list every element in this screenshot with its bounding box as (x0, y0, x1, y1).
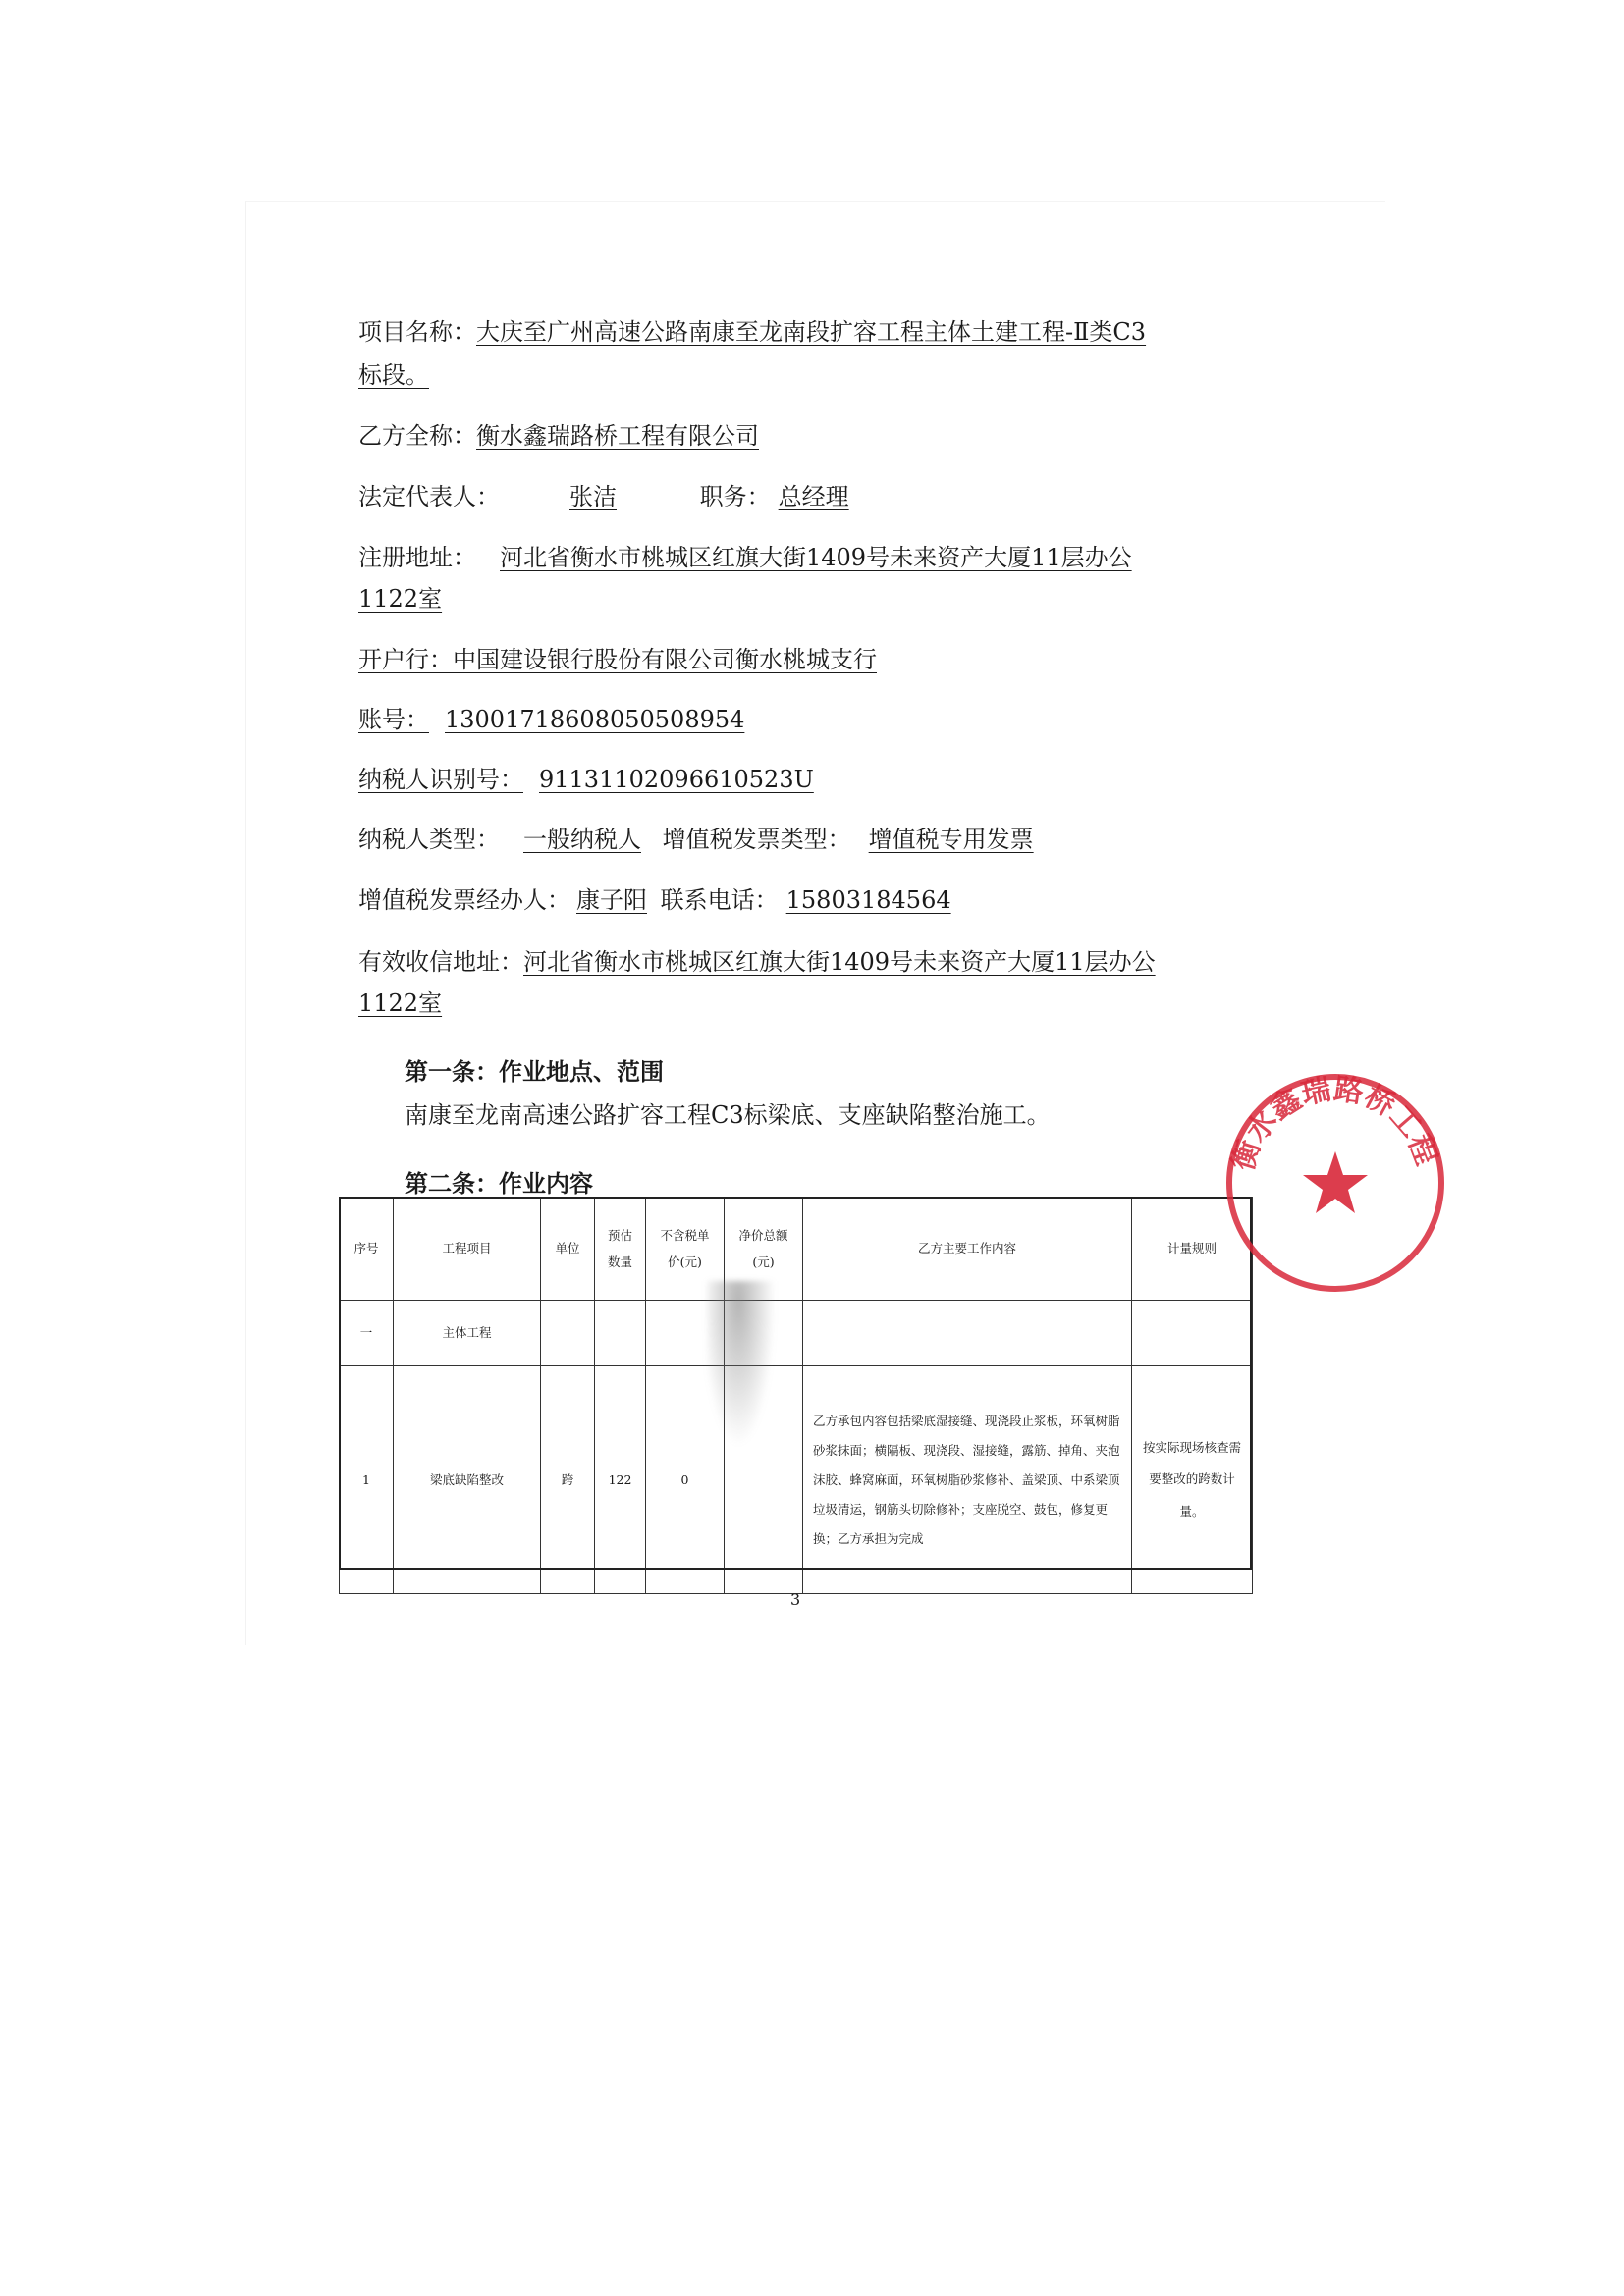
header-qty-line-2: 数量 (607, 1255, 632, 1269)
seal-text: 衡水鑫瑞路桥工程 (1225, 1072, 1443, 1175)
invoice-type-label: 增值税发票类型： (662, 826, 851, 853)
phone-label: 联系电话： (660, 886, 779, 914)
header-price-line-2: 价(元) (668, 1255, 702, 1269)
project-value-cont: 标段。 (358, 361, 429, 389)
header-total-line-1: 净价总额 (738, 1227, 788, 1243)
section-item: 主体工程 (394, 1301, 541, 1366)
star-icon (1303, 1151, 1368, 1213)
position-label: 职务： (699, 483, 771, 510)
work-content-table (339, 1197, 1253, 1594)
account-line (358, 700, 744, 734)
reg-address-label: 注册地址： (358, 544, 476, 571)
header-qty-line-1: 预估 (607, 1227, 632, 1243)
header-seq: 序号 (340, 1198, 394, 1301)
position-value: 总经理 (778, 483, 849, 510)
table-row (340, 1366, 1253, 1594)
invoice-contact-label: 增值税发票经办人： (358, 886, 570, 914)
tax-id-value: 91131102096610523U (539, 766, 814, 793)
row-qty: 122 (595, 1366, 646, 1594)
bank-value: 中国建设银行股份有限公司衡水桃城支行 (453, 646, 877, 673)
invoice-type-value: 增值税专用发票 (868, 826, 1034, 853)
mail-address-label: 有效收信地址： (358, 948, 523, 976)
article-1-heading: 第一条：作业地点、范围 (405, 1057, 664, 1086)
reg-address-line (358, 538, 1132, 572)
header-work: 乙方主要工作内容 (803, 1198, 1132, 1301)
invoice-contact-value: 康子阳 (576, 886, 647, 914)
reg-address-line-2 (358, 579, 442, 614)
invoice-contact-line (358, 881, 951, 915)
project-value: 大庆至广州高速公路南康至龙南段扩容工程主体土建工程-Ⅱ类C3 (476, 318, 1147, 346)
company-seal (1218, 1065, 1453, 1301)
row-seq: 1 (340, 1366, 394, 1594)
reg-address-value: 河北省衡水市桃城区红旗大街1409号未来资产大厦11层办公 (500, 544, 1132, 571)
legal-rep-label: 法定代表人： (358, 483, 500, 510)
project-line (358, 312, 1146, 347)
redaction-blur (707, 1281, 785, 1487)
taxpayer-line (358, 820, 1034, 854)
table-section-row (340, 1301, 1253, 1366)
legal-rep-value: 张洁 (569, 483, 617, 510)
header-total-line-2: (元) (752, 1255, 775, 1269)
project-label: 项目名称： (358, 318, 476, 346)
row-work: 乙方承包内容包括梁底湿接缝、现浇段止浆板，环氧树脂砂浆抹面；横隔板、现浇段、湿接缝，露筋、掉角、夹泡沫胶、蜂窝麻面，环氧树脂砂浆修补、盖梁顶、中系梁顶垃圾清运，钢筋头切除修补；支座脱空、鼓包，修复更换；乙方承担为完成 (803, 1366, 1132, 1594)
account-label: 账号： (358, 706, 429, 733)
phone-value: 15803184564 (785, 886, 951, 914)
mail-address-value: 河北省衡水市桃城区红旗大街1409号未来资产大厦11层办公 (523, 948, 1156, 976)
article-1-text: 南康至龙南高速公路扩容工程C3标梁底、支座缺陷整治施工。 (405, 1101, 1051, 1129)
reg-address-value-cont: 1122室 (358, 585, 443, 613)
mail-address-value-cont: 1122室 (358, 989, 443, 1017)
mail-address-line-2 (358, 984, 442, 1018)
bank-label: 开户行： (358, 646, 453, 673)
party-b-label: 乙方全称： (358, 422, 476, 450)
party-b-line (358, 416, 759, 451)
header-unit: 单位 (541, 1198, 595, 1301)
header-rule: 计量规则 (1132, 1198, 1253, 1301)
taxpayer-type-value: 一般纳税人 (523, 826, 641, 853)
section-seq: 一 (340, 1301, 394, 1366)
row-price: 0 (646, 1366, 725, 1594)
header-price-line-1: 不含税单 (660, 1227, 710, 1243)
table-header-row (340, 1198, 1253, 1301)
header-qty (595, 1198, 646, 1301)
row-item: 梁底缺陷整改 (394, 1366, 541, 1594)
taxpayer-type-label: 纳税人类型： (358, 826, 500, 853)
page-number: 3 (790, 1590, 801, 1609)
project-line-2 (358, 355, 429, 390)
mail-address-line (358, 942, 1156, 977)
account-value: 13001718608050508954 (445, 706, 745, 733)
legal-rep-line (358, 477, 857, 511)
bank-line (358, 640, 877, 674)
tax-id-label: 纳税人识别号： (358, 766, 523, 793)
row-unit: 跨 (541, 1366, 595, 1594)
header-item: 工程项目 (394, 1198, 541, 1301)
party-b-value: 衡水鑫瑞路桥工程有限公司 (476, 422, 759, 450)
tax-id-line (358, 760, 814, 794)
article-2-heading: 第二条：作业内容 (405, 1169, 593, 1198)
row-rule: 按实际现场核查需要整改的跨数计量。 (1132, 1366, 1253, 1594)
